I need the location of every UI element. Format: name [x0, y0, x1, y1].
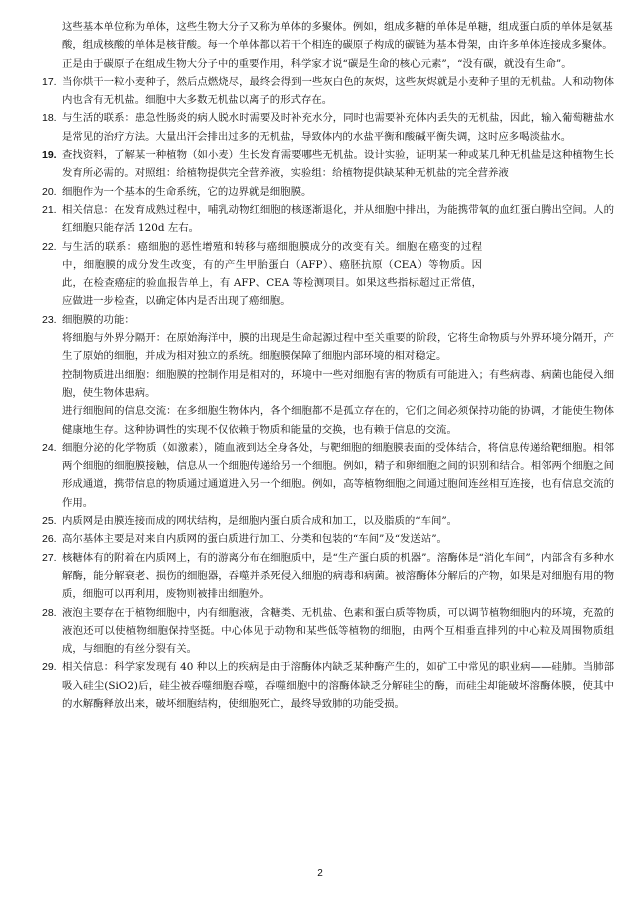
membrane-function-transport: 控制物质进出细胞：细胞膜的控制作用是相对的，环境中一些对细胞有害的物质有可能进入；有些病毒、病菌也能侵入细胞，使生物体患病。 [62, 368, 614, 399]
item-text: 当你烘干一粒小麦种子，然后点燃烧尽，最终会得到一些灰白色的灰烬，这些灰烬就是小麦种子里的无机盐。人和动物体内也含有无机盐。细胞中大多数无机盐以离子的形式存在。 [62, 75, 614, 107]
item-24 [42, 439, 614, 512]
item-text: 细胞作为一个基本的生命系统，它的边界就是细胞膜。 [62, 185, 312, 198]
item-number: 17. [42, 75, 57, 88]
membrane-function-separation: 将细胞与外界分隔开：在原始海洋中，膜的出现是生命起源过程中至关重要的阶段，它将生命物质与外界环境分隔开，产生了原始的细胞，并成为相对独立的系统。细胞膜保障了细胞内部环境的相对稳定。 [62, 332, 614, 363]
item-number: 21. [42, 203, 57, 216]
item-20 [42, 183, 614, 201]
item-23 [42, 311, 614, 439]
item-26 [42, 530, 614, 548]
item-text: 相关信息：科学家发现有 40 种以上的疾病是由于溶酶体内缺乏某种酶产生的，如矿工中常见的职业病——硅肺。当肺部吸入硅尘(SiO2)后，硅尘被吞噬细胞吞噬，吞噬细胞中的溶酶体缺乏分解硅尘的酶，而硅尘却能破坏溶酶体膜，使其中的水解酶释放出来，破坏细胞结构，使细胞死亡，最终导致肺的功能受损。 [62, 661, 614, 710]
item-29 [42, 658, 614, 713]
item-text: 与生活的联系：癌细胞的恶性增殖和转移与癌细胞膜成分的改变有关。细胞在癌变的过程中，细胞膜的成分发生改变，有的产生甲胎蛋白（AFP）、癌胚抗原（CEA）等物质。因此，在检查癌症的验血报告单上，有 AFP、CEA 等检测项目。如果这些指标超过正常值，应做进一步检查，以确定体内是否出现了癌细胞。 [62, 240, 482, 308]
item-text: 细胞分泌的化学物质（如激素），随血液到达全身各处，与靶细胞的细胞膜表面的受体结合，将信息传递给靶细胞。相邻两个细胞的细胞膜接触，信息从一个细胞传递给另一个细胞。例如，精子和卵细胞之间的识别和结合。相邻两个细胞之间形成通道，携带信息的物质通过通道进入另一个细胞。例如，高等植物细胞之间通过胞间连丝相互连接，也有信息交流的作用。 [62, 441, 614, 509]
item-27 [42, 549, 614, 604]
item-21 [42, 201, 614, 238]
item-number: 23. [42, 313, 57, 326]
membrane-function-communication: 进行细胞间的信息交流：在多细胞生物体内，各个细胞都不是孤立存在的，它们之间必须保持功能的协调，才能使生物体健康地生存。这种协调性的实现不仅依赖于物质和能量的交换，也有赖于信息的交流。 [62, 405, 614, 436]
intro-paragraph: 这些基本单位称为单体，这些生物大分子又称为单体的多聚体。例如，组成多糖的单体是单糖，组成蛋白质的单体是氨基酸，组成核酸的单体是核苷酸。每一个单体都以若干个相连的碳原子构成的碳链为基本骨架，由许多单体连接成多聚体。正是由于碳原子在组成生物大分子中的重要作用，科学家才说“碳是生命的核心元素”，“没有碳，就没有生命”。 [62, 21, 613, 70]
item-18 [42, 109, 614, 146]
document-content [42, 18, 614, 713]
item-number: 25. [42, 515, 57, 528]
item-text: 核糖体有的附着在内质网上，有的游离分布在细胞质中，是“生产蛋白质的机器”。溶酶体是“消化车间”，内部含有多种水解酶，能分解衰老、损伤的细胞器，吞噬并杀死侵入细胞的病毒和病菌。被溶酶体分解后的产物，如果是对细胞有用的物质，细胞可以再利用，废物则被排出细胞外。 [62, 551, 614, 601]
item-text: 内质网是由膜连接而成的网状结构，是细胞内蛋白质合成和加工，以及脂质的“车间”。 [62, 515, 458, 528]
item-number: 29. [42, 661, 57, 674]
item-number: 20. [42, 185, 57, 198]
page-number: 2 [317, 868, 323, 879]
item-number: 22. [42, 240, 57, 253]
item-text-group [62, 311, 614, 439]
item-number: 27. [42, 551, 57, 564]
item-text: 液泡主要存在于植物细胞中，内有细胞液，含糖类、无机盐、色素和蛋白质等物质，可以调节植物细胞内的环境，充盈的液泡还可以使植物细胞保持坚挺。中心体见于动物和某些低等植物的细胞，由两个互相垂直排列的中心粒及周围物质组成，与细胞的有丝分裂有关。 [62, 606, 614, 656]
item-number: 24. [42, 441, 57, 454]
item-text: 细胞膜的功能： [62, 313, 135, 326]
item-number: 19. [42, 149, 57, 162]
item-text: 相关信息：在发育成熟过程中，哺乳动物红细胞的核逐渐退化，并从细胞中排出，为能携带氧的血红蛋白腾出空间。人的红细胞只能存活 120d 左右。 [62, 203, 614, 235]
item-25 [42, 512, 614, 530]
item-number: 28. [42, 606, 57, 619]
item-22 [42, 238, 614, 311]
item-text: 查找资料，了解某一种植物（如小麦）生长发育需要哪些无机盐。设计实验，证明某一种或某几种无机盐是这种植物生长发育所必需的。对照组：给植物提供完全营养液，实验组：给植物提供缺某种无机盐的完全营养液 [62, 149, 614, 180]
item-text: 与生活的联系：患急性肠炎的病人脱水时需要及时补充水分，同时也需要补充体内丢失的无机盐，因此，输入葡萄糖盐水是常见的治疗方法。大量出汗会排出过多的无机盐，导致体内的水盐平衡和酸碱平衡失调，这时应多喝淡盐水。 [62, 112, 614, 143]
item-number: 26. [42, 533, 57, 546]
item-28 [42, 604, 614, 659]
item-text: 高尔基体主要是对来自内质网的蛋白质进行加工、分类和包装的“车间”及“发送站”。 [62, 533, 447, 546]
item-17 [42, 73, 614, 110]
item-number: 18. [42, 112, 57, 125]
item-19 [42, 146, 614, 183]
